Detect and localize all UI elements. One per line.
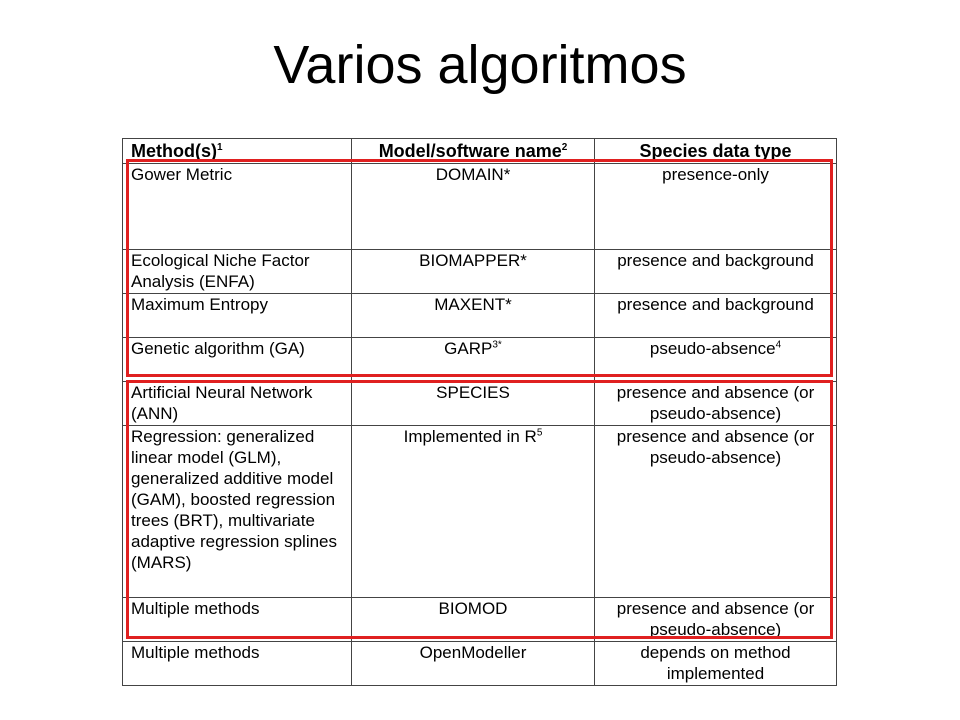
method-cell: Artificial Neural Network (ANN) [123, 382, 352, 426]
header-data-type-text: Species data type [639, 141, 792, 161]
data-type-text: depends on method implemented [640, 643, 791, 683]
data-type-text: presence and background [617, 295, 814, 314]
data-type-text: presence and background [617, 251, 814, 270]
model-name: BIOMOD [438, 599, 508, 618]
method-cell: Regression: generalized linear model (GLM), generalized additive model (GAM), boosted regression trees (BRT), multivariate adaptive regression splines (MARS) [123, 426, 352, 598]
model-sup: 3* [492, 339, 502, 351]
header-method-text: Method(s) [131, 141, 217, 161]
table-row [123, 642, 837, 686]
header-model-text: Model/software name [378, 141, 562, 161]
data-type-text: presence and absence (or pseudo-absence) [616, 427, 815, 467]
data-type-cell [595, 642, 837, 686]
header-method-sup: 1 [216, 142, 223, 153]
data-type-text: presence and absence (or pseudo-absence) [616, 599, 815, 639]
data-type-sup: 4 [775, 339, 782, 351]
method-cell: Genetic algorithm (GA) [123, 338, 352, 382]
highlight-box-presence-absence [126, 380, 833, 639]
model-name: Implemented in R [403, 427, 537, 446]
slide-title: Varios algoritmos [273, 35, 687, 95]
highlight-box-presence-background [126, 159, 833, 377]
data-type-text: pseudo-absence [649, 339, 776, 358]
data-type-text: presence and absence (or pseudo-absence) [616, 383, 815, 423]
model-cell [352, 642, 595, 686]
method-cell: Multiple methods [123, 642, 352, 686]
model-sup: 5 [536, 427, 543, 439]
model-name: GARP [444, 339, 493, 358]
method-cell: Maximum Entropy [123, 294, 352, 338]
model-name: DOMAIN* [435, 165, 511, 184]
data-type-text: presence-only [662, 165, 769, 184]
method-cell: Ecological Niche Factor Analysis (ENFA) [123, 250, 352, 294]
model-name: BIOMAPPER* [419, 251, 527, 270]
method-cell: Gower Metric [123, 164, 352, 250]
header-model-sup: 2 [561, 142, 568, 153]
model-name: OpenModeller [419, 643, 527, 662]
model-name: SPECIES [436, 383, 510, 402]
model-name: MAXENT* [434, 295, 512, 314]
method-cell: Multiple methods [123, 598, 352, 642]
